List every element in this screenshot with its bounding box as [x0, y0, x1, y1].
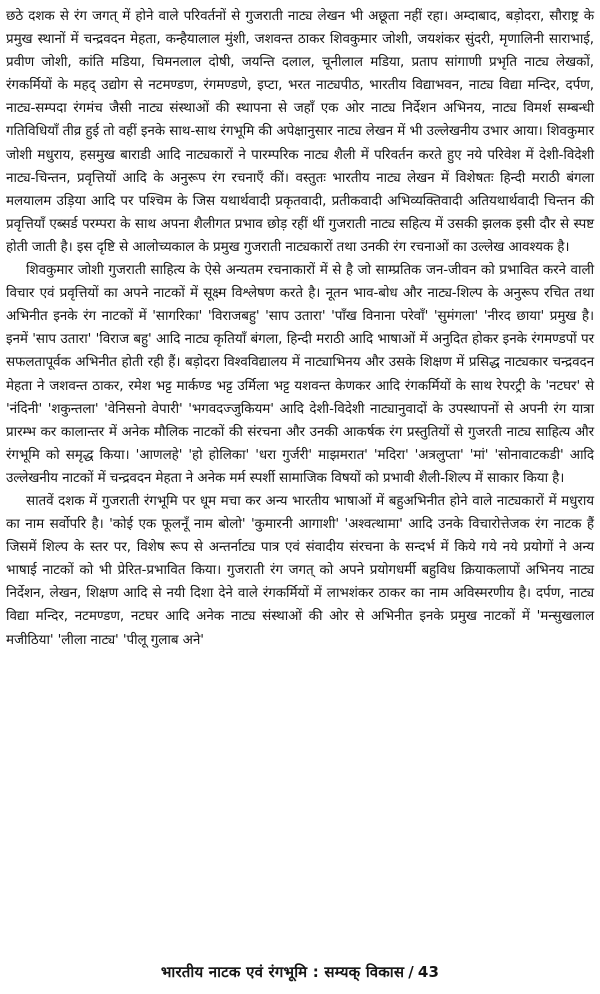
footer-separator: / [408, 963, 414, 981]
running-title: भारतीय नाटक एवं रंगभूमि : सम्यक् विकास [160, 963, 405, 981]
paragraph-2: शिवकुमार जोशी गुजराती साहित्य के ऐसे अन्यतम रचनाकारों में से है जो साम्प्रतिक जन-जीवन को प्रभावित करने वाली विचार एवं प्रवृत्तियों का अपने नाटकों में सूक्ष्म विश्लेषण करते है। नूतन भाव-बोध और नाट्य-शिल्प के अनुरूप रचित तथा अभिनीत इनके रंग नाटकों में 'सागरिका' 'विराजबहु' 'साप उतारा' 'पाँख विनाना परेवाँ' 'सुमंगला' 'नीरद छाया' प्रमुख है। इनमें 'साप उतारा' 'विराज बहु' आदि नाट्य कृतियाँ बंगला, हिन्दी मराठी आदि भाषाओं में अनुदित होकर इनके रंगमण्डपों पर सफलतापूर्वक अभिनीत होती रही हैं। बड़ोदरा विश्वविद्यालय में नाट्याभिनय और उसके शिक्षण में प्रसिद्ध नाट्यकार चन्द्रवदन मेहता ने जशवन्त ठाकर, रमेश भट्ट मार्कण्ड भट्ट उर्मिला भट्ट यशवन्त केणकर आदि रंगकर्मियों के साथ रेपरट्री के 'नटघर' से 'नंदिनी' 'शकुन्तला' 'वेनिसनो वेपारी' 'भगवदज्जुकियम' आदि देशी-विदेशी नाट्यानुवादों के उपस्थापनों से अपनी रंग यात्रा प्रारम्भ कर कालान्तर में अनेक मौलिक नाटकों की संरचना और उनकी आकर्षक रंग प्रस्तुतियों से गुजरती नाट्य साहित्य और रंगभूमि को समृद्ध किया। 'आणलहे' 'हो होलिका' 'धरा गुर्जरी' माझमरात' 'मदिरा' 'अत्रलुप्ता' 'मां' 'सोनावाटकडी' आदि उल्लेखनीय नाटकों में चन्द्रवदन मेहता ने अनेक मर्म स्पर्शी सामाजिक विषयों को प्रभावी शैली-शिल्प में साकार किया है। [6, 262, 594, 486]
paragraph-3: सातवें दशक में गुजराती रंगभूमि पर धूम मचा कर अन्य भारतीय भाषाओं में बहुअभिनीत होने वाले नाट्यकारों में मधुराय का नाम सर्वोपरि है। 'कोई एक फूलनूँ नाम बोलो' 'कुमारनी आगाशी' 'अश्वत्थामा' आदि उनके विचारोत्तेजक रंग नाटक हैं जिसमें शिल्प के स्तर पर, विशेष रूप से अन्तर्नाट्य पात्र एवं संवादीय संरचना के सन्दर्भ में किये गये नये प्रयोगों ने अन्य भाषाई नाटकों को भी प्रेरित-प्रभावित किया। गुजराती रंग जगत् को अपने प्रयोगधर्मी बहुविध क्रियाकलापों अभिनय नाट्य निर्देशन, लेखन, शिक्षण आदि से नयी दिशा देने वाले रंगकर्मियों में लाभशंकर ठाकर का नाम अविस्मरणीय है। दर्पण, नाट्य विद्या मन्दिर, नटमण्डण, नटघर आदि अनेक नाट्य संस्थाओं की ओर से अभिनीत इनके प्रमुख नाटकों में 'मन्सुखलाल मजीठिया' 'लीला नाट्य' 'पीलू गुलाब अने' [6, 492, 594, 648]
paragraph-1: छठे दशक से रंग जगत् में होने वाले परिवर्तनों से गुजराती नाट्य लेखन भी अछूता नहीं रहा। अम्दाबाद, बड़ोदरा, सौराष्ट्र के प्रमुख स्थानों में चन्द्रवदन मेहता, कन्हैयालाल मुंशी, जशवन्त ठाकर शिवकुमार जोशी, जयशंकर सुंदरी, मृणालिनी साराभाई, प्रवीण जोशी, कांति मडिया, चिमनलाल दोषी, जयन्ति दलाल, चूनीलाल मडिया, प्रताप सांगाणी प्रभृति नाट्य लेखकों, रंगकर्मियों के महद् उद्योग से नटमण्डण, रंगमण्डणे, इप्टा, भरत नाट्यपीठ, भारतीय विद्याभवन, नाट्य विद्या मन्दिर, दर्पण, नाट्य-सम्पदा रंगमंच जैसी नाट्य संस्थाओं की स्थापना से जहाँ एक ओर नाट्य निर्देशन अभिनय, नाट्य विमर्श सम्बन्धी गतिविधियाँ तीव्र हुई तो वहीं इनके साथ-साथ रंगभूमि की अपेक्षानुसार नाट्य लेखन में भी उल्लेखनीय उभार आया। शिवकुमार जोशी मधुराय, हसमुख बाराडी आदि नाट्यकारों ने पारम्परिक नाट्य शैली में परिवर्तन करते हुए नये परिवेश में देशी-विदेशी नाट्य-चिन्तन, प्रवृत्तियों आदि के अनुरूप रंग रचनाएँ कीं। वस्तुतः भारतीय नाट्य लेखन में विशेषतः हिन्दी मराठी बंगला मलयालम उड़िया आदि पर पश्चिम के जिस यथार्थवादी प्रकृतवादी, प्रतीकवादी अभिव्यक्तिवादी अतियथार्थवादी चिन्तन की प्रवृत्तियाँ एब्सर्ड परम्परा के साथ अपना शैलीगत प्रभाव छोड़ रहीं थीं गुजराती नाट्य सहित्य में उसकी झलक इसी दौर से स्पष्ट होती जाती है। इस दृष्टि से आलोच्यकाल के प्रमुख गुजराती नाट्यकारों तथा उनकी रंग रचनाओं का उल्लेख आवश्यक है। [6, 8, 594, 255]
page-number: 43 [417, 963, 440, 981]
page-footer [0, 962, 600, 982]
page-body [6, 5, 594, 652]
